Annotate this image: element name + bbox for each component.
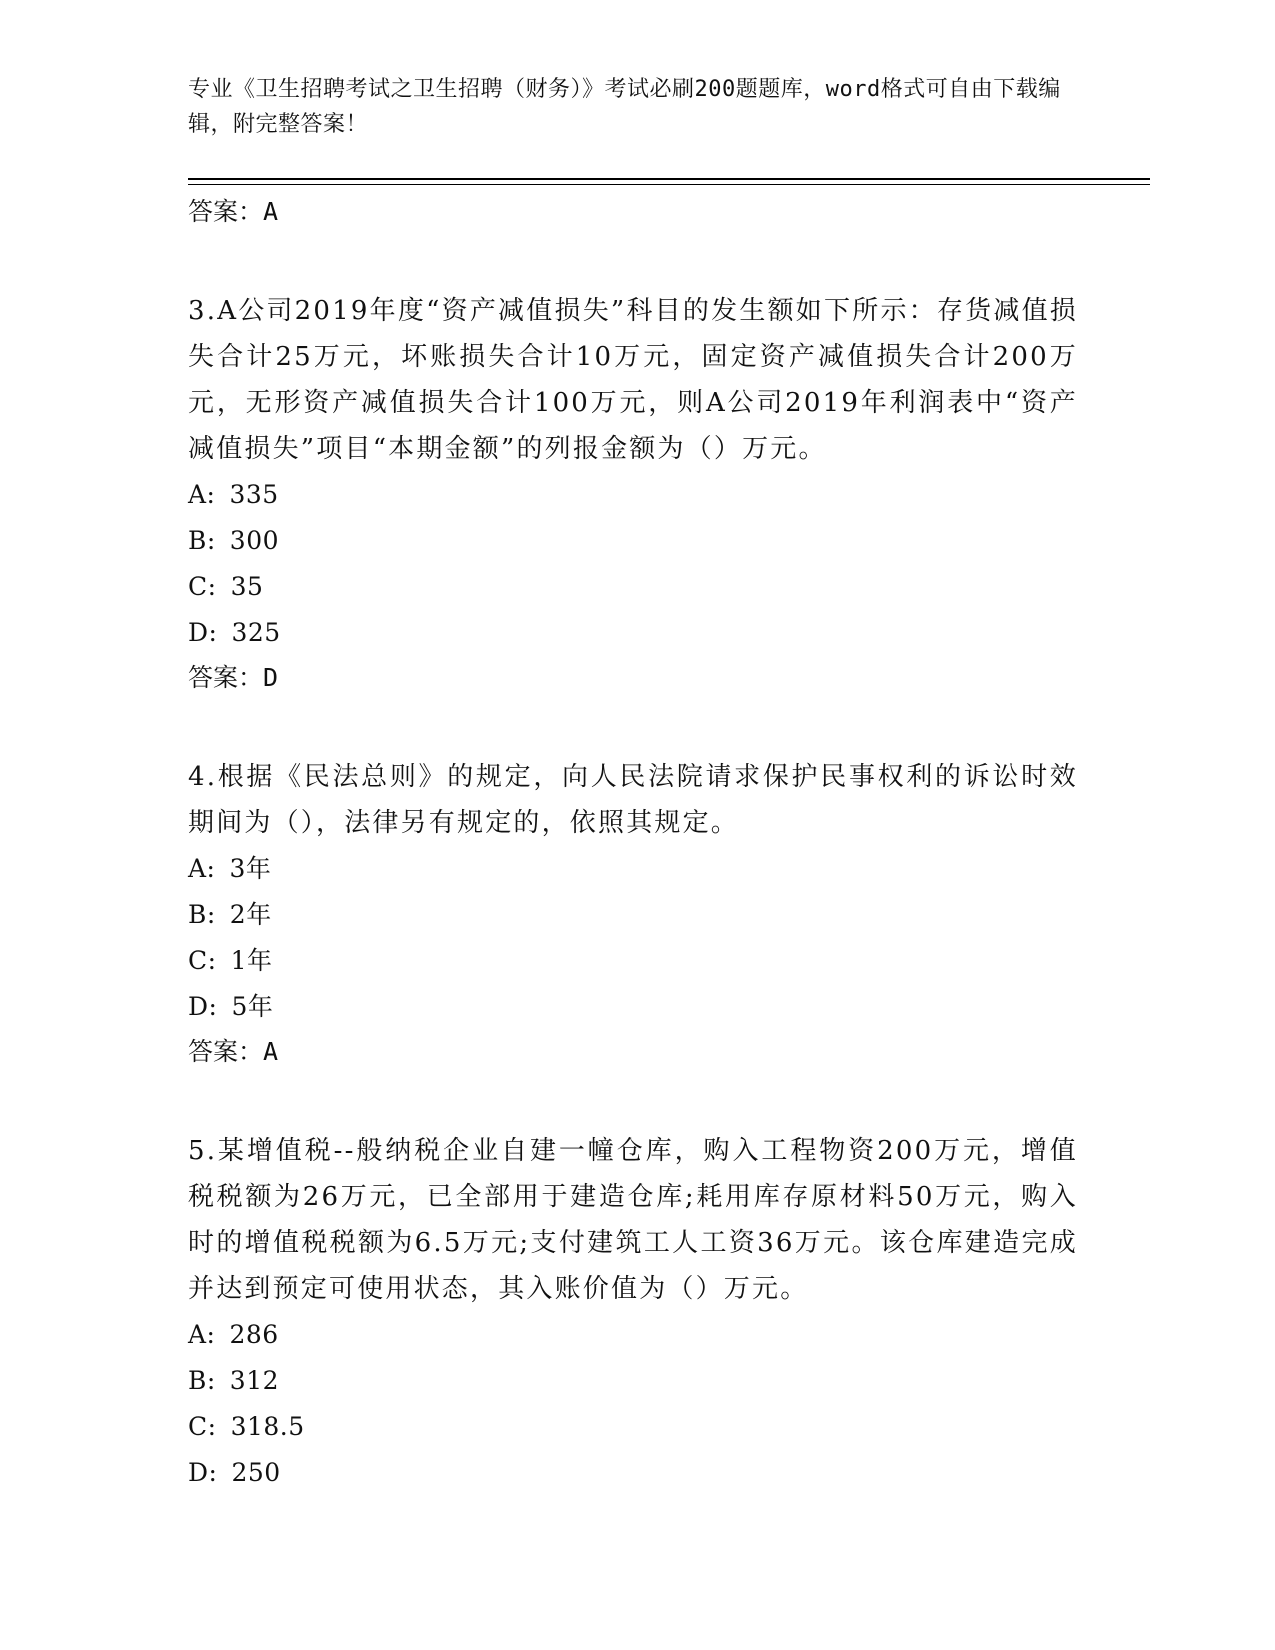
option-value: 325 <box>231 618 281 647</box>
option-key: D: <box>188 992 218 1021</box>
option-d <box>188 1450 1078 1496</box>
option-a <box>188 472 1078 518</box>
answer-line: 答案：A <box>188 1037 279 1066</box>
option-key: C: <box>188 572 217 601</box>
option-key: A: <box>188 854 216 883</box>
option-key: C: <box>188 946 217 975</box>
option-key: D: <box>188 618 218 647</box>
option-c <box>188 1404 1078 1450</box>
option-b <box>188 892 1078 938</box>
option-a <box>188 846 1078 892</box>
option-b <box>188 1358 1078 1404</box>
option-d <box>188 984 1078 1030</box>
option-key: A: <box>188 480 216 509</box>
option-key: C: <box>188 1412 217 1441</box>
answer-line: 答案：D <box>188 663 279 692</box>
option-value: 5年 <box>231 992 274 1021</box>
option-value: 300 <box>229 526 280 555</box>
option-key: B: <box>188 526 216 555</box>
option-value: 35 <box>230 572 264 601</box>
header-rule-thick <box>188 178 1150 180</box>
option-value: 2年 <box>229 900 272 929</box>
document-header: 专业《卫生招聘考试之卫生招聘（财务）》考试必刷200题题库，word格式可自由下载编辑，附完整答案！ <box>188 77 1061 137</box>
option-value: 286 <box>229 1320 279 1349</box>
option-value: 335 <box>229 480 279 509</box>
option-value: 318.5 <box>230 1412 305 1441</box>
option-c <box>188 564 1078 610</box>
option-value: 312 <box>229 1366 280 1395</box>
option-key: A: <box>188 1320 216 1349</box>
option-key: B: <box>188 1366 216 1395</box>
option-value: 1年 <box>230 946 273 975</box>
option-value: 3年 <box>229 854 272 883</box>
option-c <box>188 938 1078 984</box>
option-key: D: <box>188 1458 218 1487</box>
answer-line: 答案：A <box>188 197 279 226</box>
question-text: 3.A公司2019年度“资产减值损失”科目的发生额如下所示：存货减值损失合计25万元，坏账损失合计10万元，固定资产减值损失合计200万元，无形资产减值损失合计100万元，则A公司2019年利润表中“资产减值损失”项目“本期金额”的列报金额为（）万元。 <box>188 296 1078 464</box>
option-key: B: <box>188 900 216 929</box>
option-a <box>188 1312 1078 1358</box>
question-list <box>188 190 1078 1496</box>
question-text: 5.某增值税--般纳税企业自建一幢仓库，购入工程物资200万元，增值税税额为26万元，已全部用于建造仓库;耗用库存原材料50万元，购入时的增值税税额为6.5万元;支付建筑工人工资36万元。该仓库建造完成并达到预定可使用状态，其入账价值为（）万元。 <box>188 1136 1078 1304</box>
option-d <box>188 610 1078 656</box>
option-value: 250 <box>231 1458 281 1487</box>
question-text: 4.根据《民法总则》的规定，向人民法院请求保护民事权利的诉讼时效期间为（），法律另有规定的，依照其规定。 <box>188 762 1078 838</box>
option-b <box>188 518 1078 564</box>
header-rule-thin <box>188 184 1150 185</box>
